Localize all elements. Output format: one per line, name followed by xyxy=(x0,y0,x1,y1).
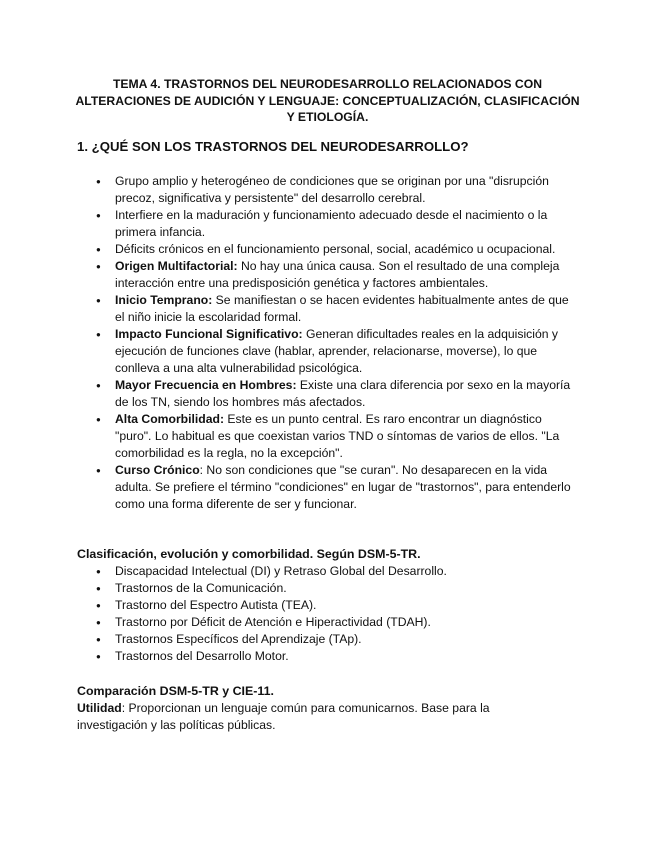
utility-text: : Proporcionan un lenguaje común para comunicarnos. Base para la investigación y las políticas públicas. xyxy=(77,701,490,732)
list-item: ● Discapacidad Intelectual (DI) y Retraso Global del Desarrollo. xyxy=(115,563,580,580)
utility-label: Utilidad xyxy=(77,701,122,715)
list-item: ● Mayor Frecuencia en Hombres: Existe una clara diferencia por sexo en la mayoría de los TN, siendo los hombres más afectados. xyxy=(115,377,580,411)
classification-list xyxy=(115,563,580,665)
section-heading-what-are: 1. ¿QUÉ SON LOS TRASTORNOS DEL NEURODESARROLLO? xyxy=(77,139,469,154)
list-item: ● Impacto Funcional Significativo: Generan dificultades reales en la adquisición y ejecución de funciones clave (hablar, aprender, relacionarse, moverse), lo que conlleva a una alta vulnerabilidad psicológica. xyxy=(115,326,580,377)
characteristics-list xyxy=(115,173,580,513)
list-item: ● Inicio Temprano: Se manifiestan o se hacen evidentes habitualmente antes de que el niño inicie la escolaridad formal. xyxy=(115,292,580,326)
comparison-heading: Comparación DSM-5-TR y CIE-11. xyxy=(77,684,274,698)
list-item: ● Trastornos Específicos del Aprendizaje (TAp). xyxy=(115,631,580,648)
list-item: ● Trastornos de la Comunicación. xyxy=(115,580,580,597)
document-title: TEMA 4. TRASTORNOS DEL NEURODESARROLLO RELACIONADOS CON ALTERACIONES DE AUDICIÓN Y LENGUAJE: CONCEPTUALIZACIÓN, CLASIFICACIÓN Y ETIOLOGÍA. xyxy=(75,77,580,124)
list-item: ● Trastornos del Desarrollo Motor. xyxy=(115,648,580,665)
list-item: ● Grupo amplio y heterogéneo de condiciones que se originan por una "disrupción precoz, significativa y persistente" del desarrollo cerebral. xyxy=(115,173,580,207)
list-item: ● Interfiere en la maduración y funcionamiento adecuado desde el nacimiento o la primera infancia. xyxy=(115,207,580,241)
classification-heading: Clasificación, evolución y comorbilidad. Según DSM-5-TR. xyxy=(77,547,421,561)
list-item: ● Origen Multifactorial: No hay una única causa. Son el resultado de una compleja interacción entre una predisposición genética y factores ambientales. xyxy=(115,258,580,292)
list-item: ● Curso Crónico: No son condiciones que "se curan". No desaparecen en la vida adulta. Se prefiere el término "condiciones" en lugar de "trastornos", para entenderlo como una forma diferente de ser y funcionar. xyxy=(115,462,580,513)
list-item: ● Trastorno por Déficit de Atención e Hiperactividad (TDAH). xyxy=(115,614,580,631)
utility-paragraph xyxy=(77,700,507,734)
list-item: ● Déficits crónicos en el funcionamiento personal, social, académico u ocupacional. xyxy=(115,241,580,258)
list-item: ● Trastorno del Espectro Autista (TEA). xyxy=(115,597,580,614)
list-item: ● Alta Comorbilidad: Este es un punto central. Es raro encontrar un diagnóstico "puro". Lo habitual es que coexistan varios TND o síntomas de varios de ellos. "La comorbilidad es la regla, no la excepción". xyxy=(115,411,580,462)
